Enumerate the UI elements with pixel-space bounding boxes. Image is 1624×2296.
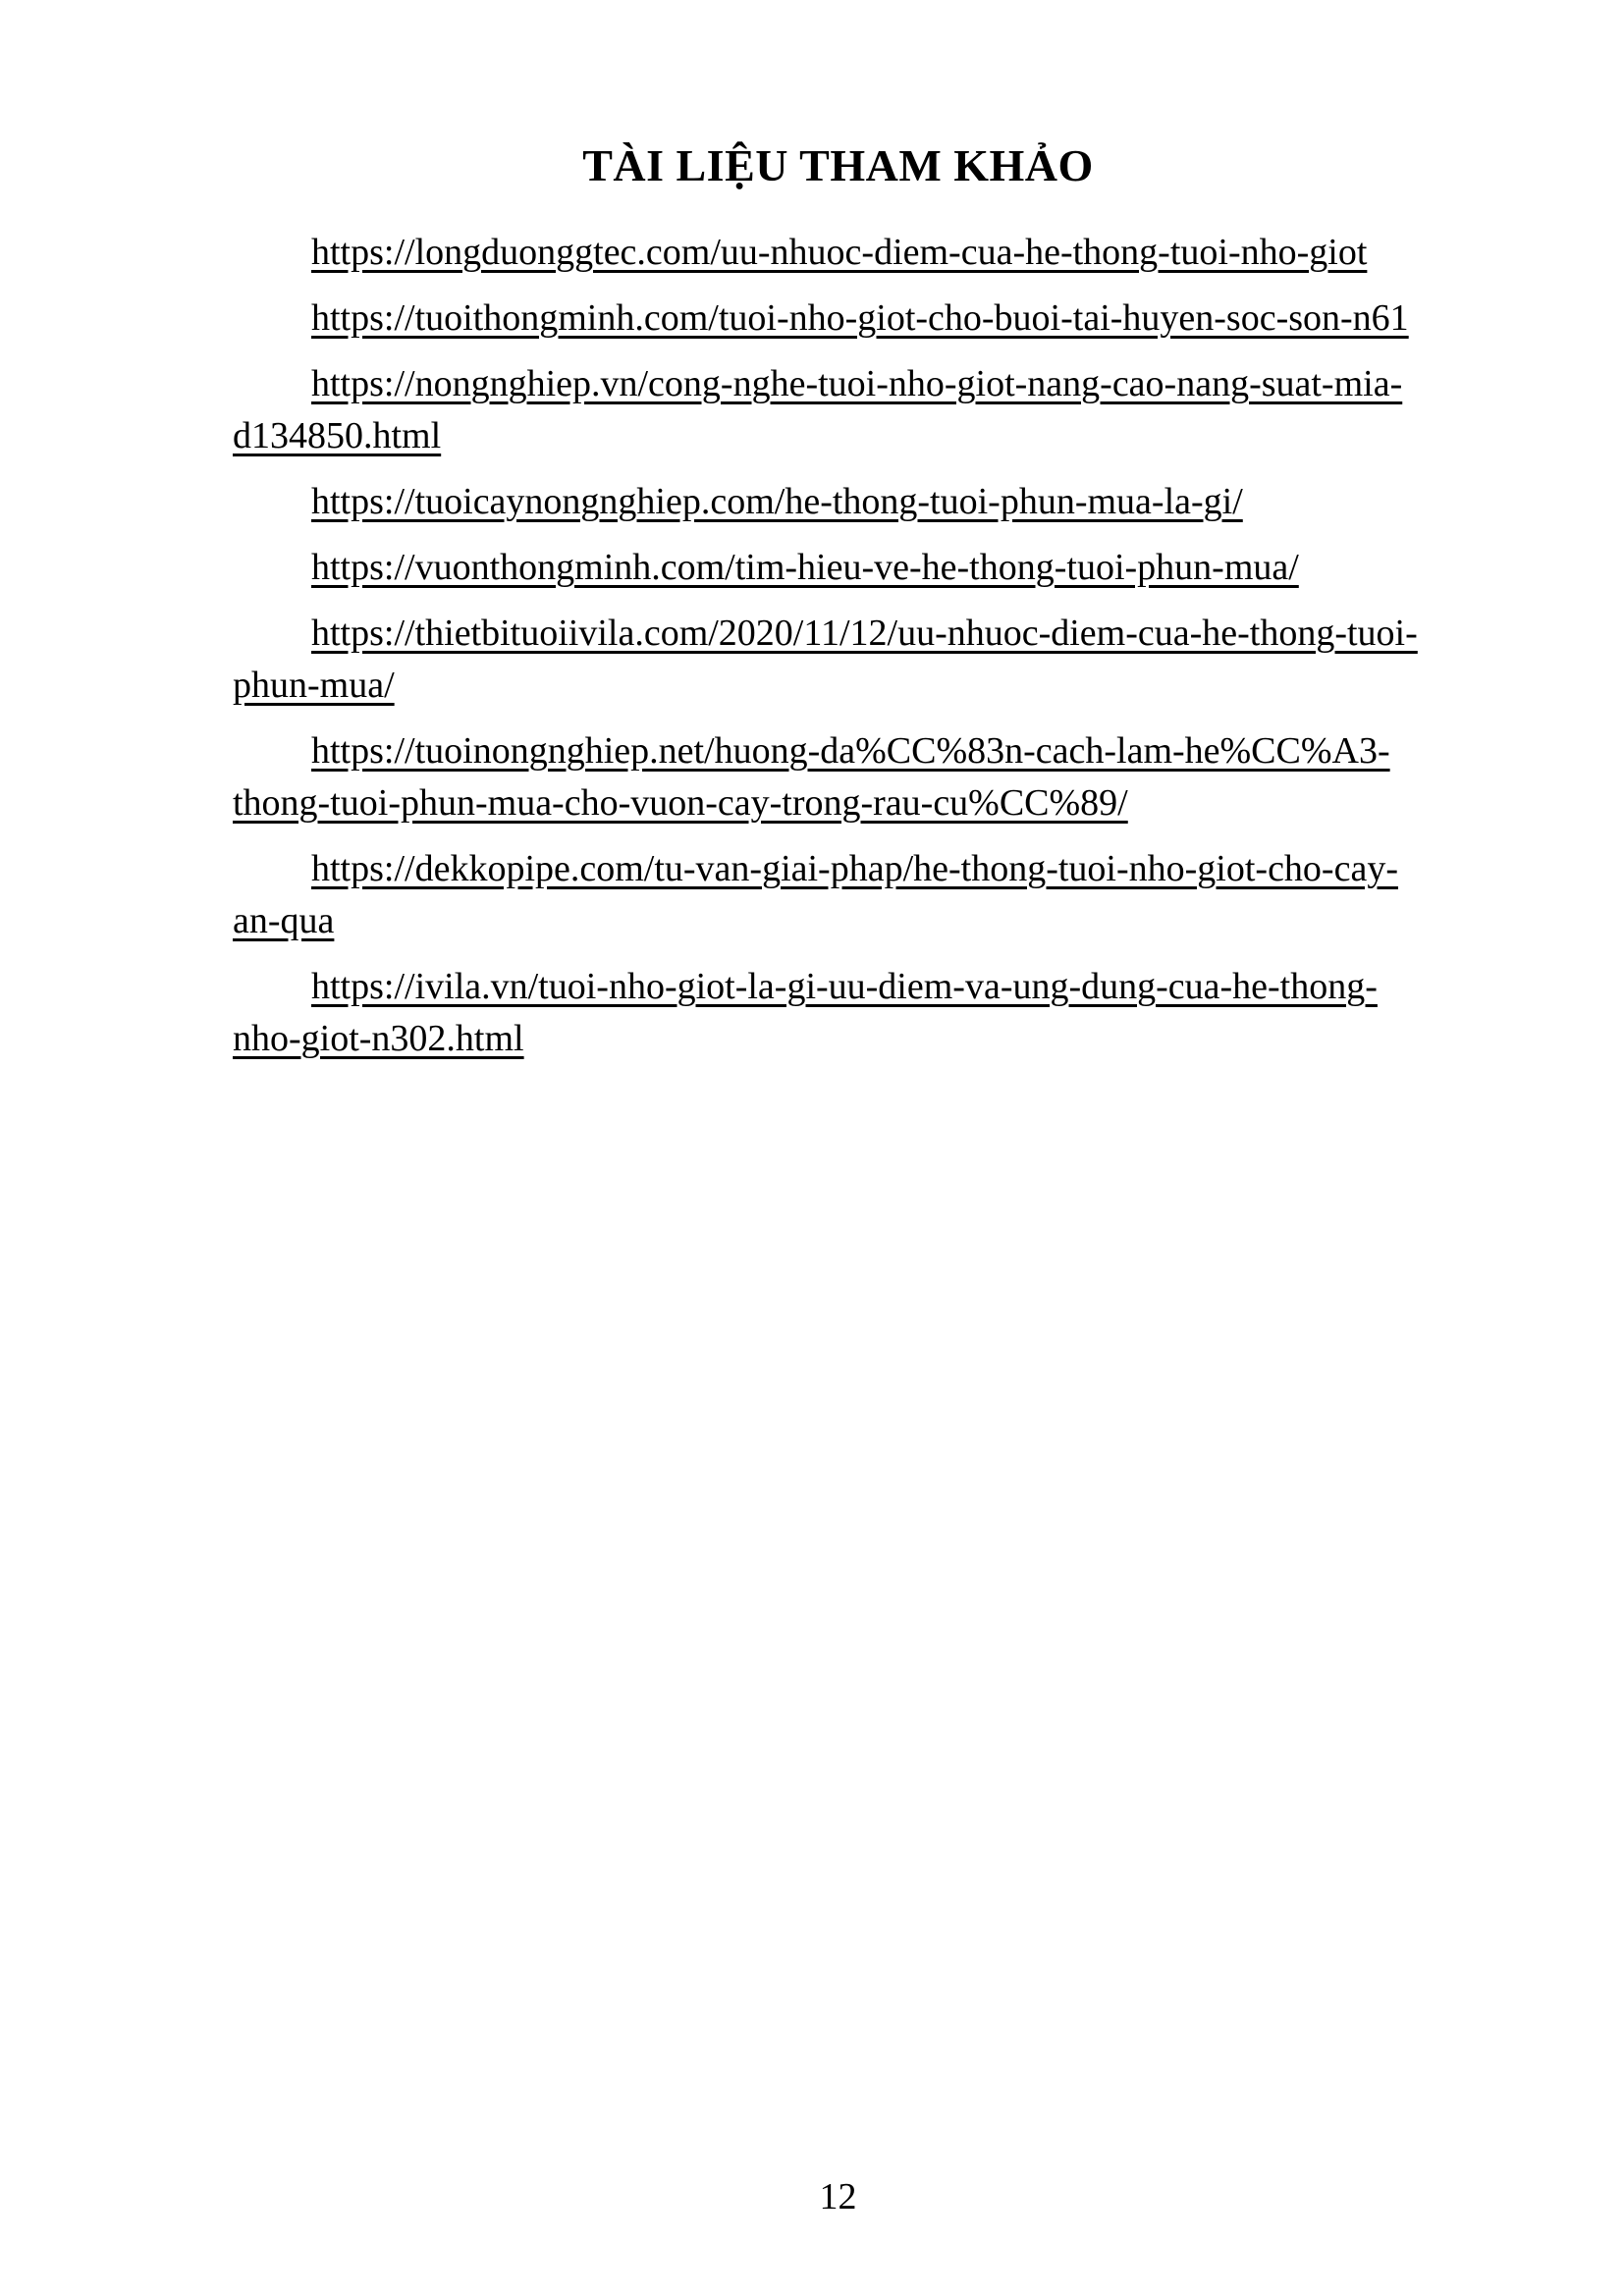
reference-item — [233, 961, 1443, 1065]
page-content — [233, 133, 1443, 1079]
reference-link[interactable]: https://nongnghiep.vn/cong-nghe-tuoi-nho-giot-nang-cao-nang-suat-mia-d134850.html — [233, 363, 1403, 456]
reference-item — [233, 293, 1443, 345]
reference-item — [233, 358, 1443, 462]
reference-link[interactable]: https://tuoinongnghiep.net/huong-da%CC%83n-cach-lam-he%CC%A3-thong-tuoi-phun-mua-cho-vuon-cay-trong-rau-cu%CC%89/ — [233, 730, 1390, 824]
page-number: 12 — [819, 2176, 857, 2217]
reference-item — [233, 608, 1443, 712]
reference-link[interactable]: https://tuoithongminh.com/tuoi-nho-giot-cho-buoi-tai-huyen-soc-son-n61 — [311, 297, 1409, 339]
references-list — [233, 227, 1443, 1065]
reference-link[interactable]: https://longduonggtec.com/uu-nhuoc-diem-cua-he-thong-tuoi-nho-giot — [311, 232, 1368, 273]
reference-link[interactable]: https://thietbituoiivila.com/2020/11/12/uu-nhuoc-diem-cua-he-thong-tuoi-phun-mua/ — [233, 613, 1418, 706]
reference-item — [233, 843, 1443, 947]
page-title: TÀI LIỆU THAM KHẢO — [582, 140, 1094, 190]
reference-link[interactable]: https://dekkopipe.com/tu-van-giai-phap/he-thong-tuoi-nho-giot-cho-cay-an-qua — [233, 848, 1398, 941]
reference-link[interactable]: https://ivila.vn/tuoi-nho-giot-la-gi-uu-diem-va-ung-dung-cua-he-thong-nho-giot-n302.html — [233, 966, 1378, 1059]
reference-link[interactable]: https://vuonthongminh.com/tim-hieu-ve-he-thong-tuoi-phun-mua/ — [311, 547, 1299, 588]
reference-item — [233, 227, 1443, 279]
reference-item — [233, 476, 1443, 528]
reference-item — [233, 725, 1443, 829]
reference-link[interactable]: https://tuoicaynongnghiep.com/he-thong-tuoi-phun-mua-la-gi/ — [311, 481, 1243, 522]
reference-item — [233, 542, 1443, 594]
